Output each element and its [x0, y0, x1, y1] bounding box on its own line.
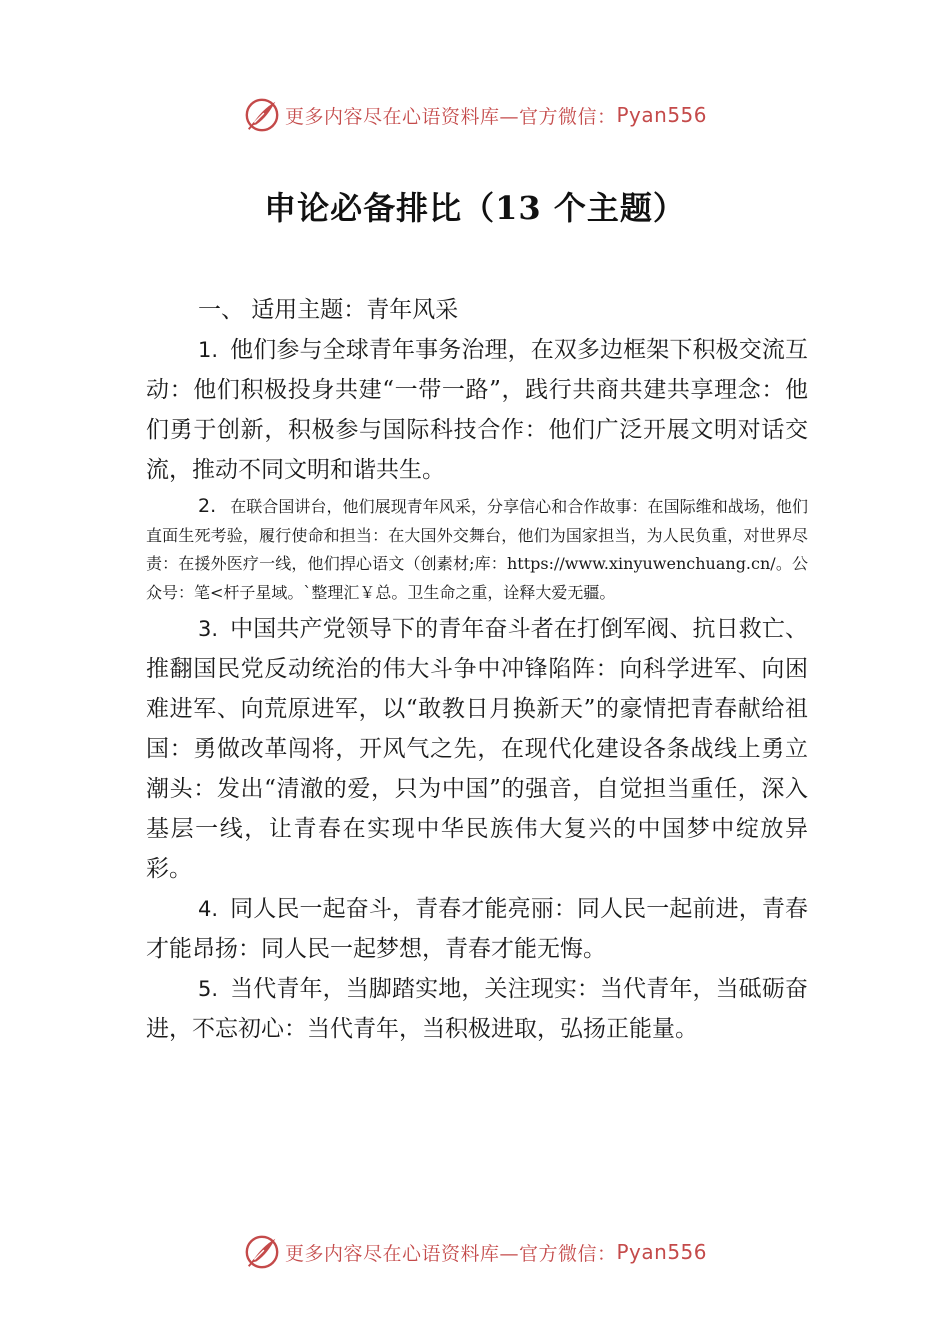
watermark-header: [0, 95, 950, 135]
item-number: 4.: [198, 897, 219, 921]
item-text: 同人民一起奋斗，青春才能亮丽：同人民一起前进，青春才能昂扬：同人民一起梦想，青春才能无悔。: [146, 896, 808, 962]
watermark-footer: [0, 1232, 950, 1272]
watermark-wechat-id: Pyan556: [616, 103, 708, 127]
quill-logo-icon: [243, 1233, 281, 1271]
item-text: 在联合国讲台，他们展现青年风采，分享信心和合作故事：在国际维和战场，他们直面生死考验，履行使命和担当：在大国外交舞台，他们为国家担当，为人民负重，对世界尽责：在援外医疗一线，他们捍心语文（创素材;库：https://www.xinyuwenchuang.cn/。公众号：笔<杆子星域。`整理汇￥总。卫生命之重，诠释大爱无疆。: [146, 497, 808, 602]
watermark-wechat-id: Pyan556: [616, 1240, 708, 1264]
document-body: [146, 290, 808, 1049]
list-item: [146, 889, 808, 969]
section-heading: 一、 适用主题：青年风采: [198, 297, 459, 323]
item-text: 当代青年，当脚踏实地，关注现实：当代青年，当砥砺奋进，不忘初心：当代青年，当积极进取，弘扬正能量。: [146, 976, 808, 1042]
watermark-text: 更多内容尽在心语资料库—官方微信：: [284, 1242, 617, 1265]
item-number: 1.: [198, 338, 219, 362]
quill-logo-icon: [243, 96, 281, 134]
item-text: 他们参与全球青年事务治理，在双多边框架下积极交流互动：他们积极投身共建“一带一路”，践行共商共建共享理念：他们勇于创新，积极参与国际科技合作：他们广泛开展文明对话交流，推动不同文明和谐共生。: [146, 337, 808, 483]
item-number: 2.: [198, 495, 217, 517]
list-item: [146, 330, 808, 490]
item-text: 中国共产党领导下的青年奋斗者在打倒军阀、抗日救亡、推翻国民党反动统治的伟大斗争中冲锋陷阵：向科学进军、向困难进军、向荒原进军，以“敢教日月换新天”的豪情把青春献给祖国：勇做改革闯将，开风气之先，在现代化建设各条战线上勇立潮头：发出“清澈的爱，只为中国”的强音，自觉担当重任，深入基层一线，让青春在实现中华民族伟大复兴的中国梦中绽放异彩。: [146, 616, 808, 882]
list-item: [146, 969, 808, 1049]
item-number: 3.: [198, 617, 219, 641]
item-number: 5.: [198, 977, 219, 1001]
list-item: [146, 492, 808, 607]
document-title: 申论必备排比（13 个主题）: [264, 189, 686, 227]
list-item: [146, 609, 808, 889]
watermark-text: 更多内容尽在心语资料库—官方微信：: [284, 105, 617, 128]
